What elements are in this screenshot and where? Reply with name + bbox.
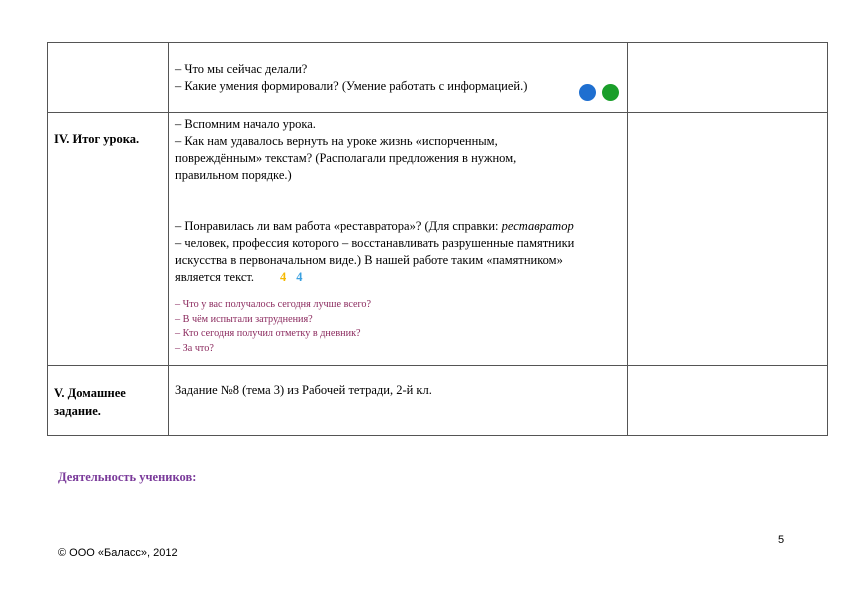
notes-cell	[628, 113, 828, 366]
section-cell-empty	[48, 43, 169, 113]
question-line: – Что у вас получалось сегодня лучше всего?	[175, 299, 372, 310]
text-line: – человек, профессия которого – восстанавливать разрушенные памятники	[175, 236, 575, 250]
text-line: повреждённым» текстам? (Располагали предложения в нужном,	[175, 151, 517, 165]
text-line: искусства в первоначальном виде.) В нашей работе таким «памятником»	[175, 253, 563, 267]
text-segment: является текст.	[175, 270, 255, 284]
homework-text: Задание №8 (тема 3) из Рабочей тетради, 2-й кл.	[175, 383, 432, 397]
question-line: – За что?	[175, 342, 214, 354]
text-line	[175, 218, 621, 235]
notes-cell	[628, 43, 828, 113]
content-cell	[169, 366, 628, 436]
blue-dot-icon	[579, 84, 596, 101]
section-cell	[48, 366, 169, 436]
question-line: – Какие умения формировали? (Умение работать с информацией.)	[175, 79, 528, 93]
table-row	[48, 113, 828, 366]
yellow-number: 4	[280, 270, 287, 284]
section-title: задание.	[54, 404, 101, 418]
copyright: © ООО «Баласс», 2012	[58, 547, 178, 559]
page-number: 5	[778, 534, 785, 546]
text-line: – Как нам удавалось вернуть на уроке жизнь «испорченным,	[175, 134, 498, 148]
lesson-table	[47, 42, 828, 436]
blue-number: 4	[296, 270, 303, 284]
question-line: – В чём испытали затруднения?	[175, 313, 313, 325]
green-dot-icon	[602, 84, 619, 101]
notes-cell	[628, 366, 828, 436]
question-line: – Кто сегодня получил отметку в дневник?	[175, 328, 361, 339]
table-row	[48, 43, 828, 113]
section-title: V. Домашнее	[54, 386, 126, 400]
text-line: правильном порядке.)	[175, 168, 292, 182]
section-title: IV. Итог урока.	[54, 132, 140, 146]
content-cell	[169, 113, 628, 366]
students-heading: Деятельность учеников:	[58, 470, 197, 484]
section-cell	[48, 113, 169, 366]
text-line	[175, 269, 621, 286]
text-segment: – Понравилась ли вам работа «реставратора»? (Для справки:	[175, 219, 502, 233]
table-row	[48, 366, 828, 436]
question-line: – Что мы сейчас делали?	[175, 62, 308, 76]
indicator-dots	[576, 84, 619, 106]
content-cell	[169, 43, 628, 113]
text-line: – Вспомним начало урока.	[175, 117, 316, 131]
italic-term: реставратор	[501, 219, 574, 233]
